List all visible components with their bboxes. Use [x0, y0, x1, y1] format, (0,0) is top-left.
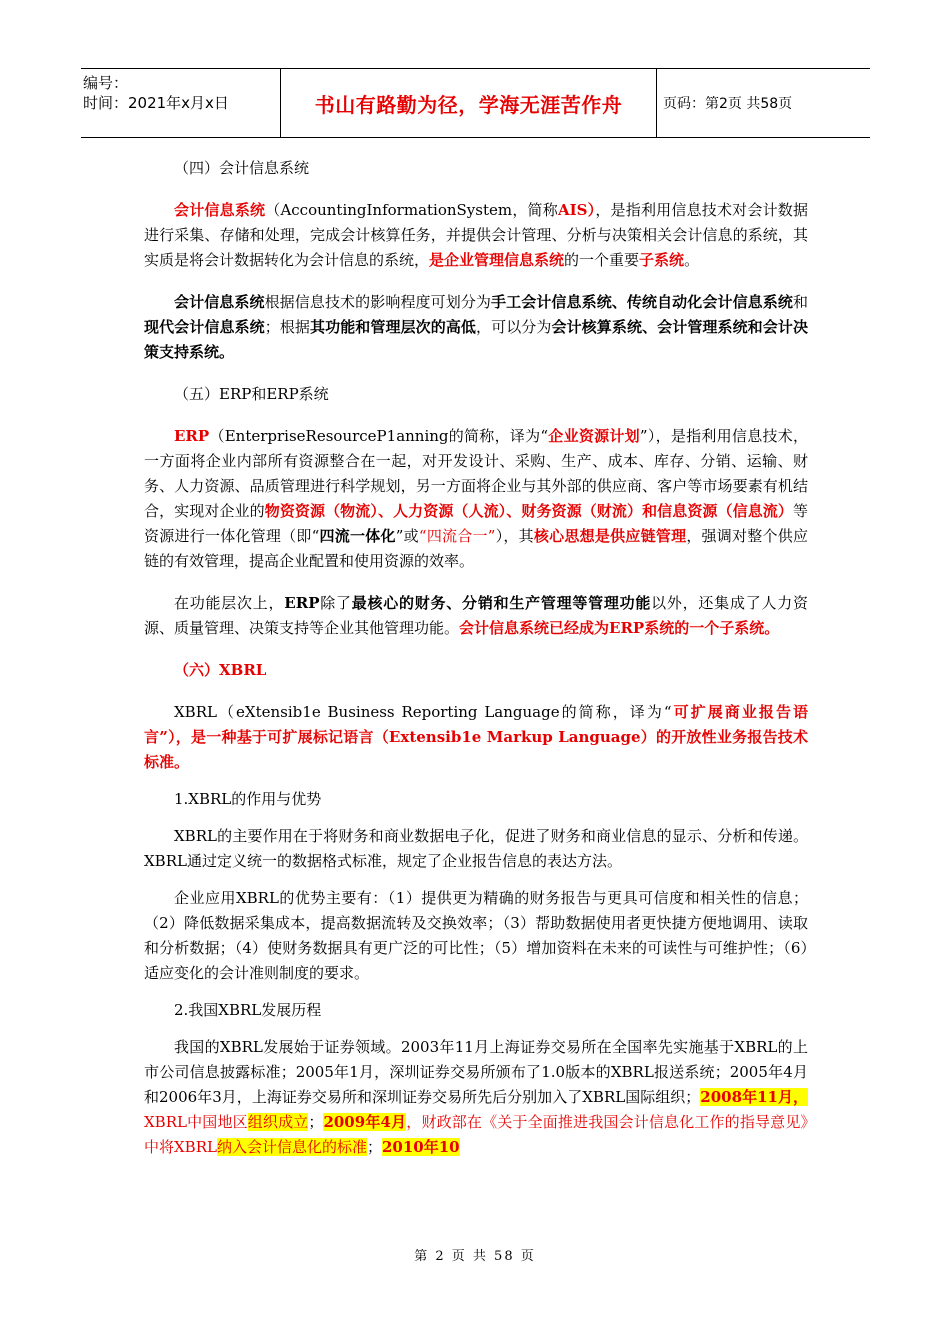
- subsection-heading-xbrl-role: 1.XBRL的作用与优势: [174, 790, 322, 808]
- paragraph-xbrl-history: 我国的XBRL发展始于证券领域。2003年11月上海证券交易所在全国率先实施基于XBRL的上市公司信息披露标准；2005年1月，深圳证券交易所颁布了1.0版本的XBRL报送系统；2005年4月和2006年3月，上海证券交易所和深圳证券交易所先后分别加入了XBRL国际组织；2008年11月，XBRL中国地区组织成立；2009年4月，财政部在《关于全面推进我国会计信息化工作的指导意见》中将XBRL纳入会计信息化的标准；2010年10: [144, 1038, 808, 1156]
- paragraph-erp-definition: ERP（EnterpriseResourceP1anning的简称，译为“企业资源计划”），是指利用信息技术，一方面将企业内部所有资源整合在一起，对开发设计、采购、生产、成本、库存、分销、运输、财务、人力资源、品质管理进行科学规划，另一方面将企业与其外部的供应商、客户等市场要素有机结合，实现对企业的物资资源（物流）、人力资源（人流）、财务资源（财流）和信息资源（信息流）等资源进行一体化管理（即“四流一体化”或“四流合一”），其核心思想是供应链管理，强调对整个供应链的有效管理，提高企业配置和使用资源的效率。: [144, 427, 808, 570]
- paragraph-ais-definition: 会计信息系统（AccountingInformationSystem，简称AIS），是指利用信息技术对会计数据进行采集、存储和处理，完成会计核算任务，并提供会计管理、分析与决策相关会计信息的系统，其实质是将会计数据转化为会计信息的系统，是企业管理信息系统的一个重要子系统。: [144, 201, 808, 269]
- section-heading-4: （四）会计信息系统: [174, 159, 310, 177]
- page-footer: 第 2 页 共 58 页: [414, 1249, 536, 1264]
- section-heading-5: （五）ERP和ERP系统: [174, 385, 329, 403]
- document-number: 编号：: [83, 74, 129, 92]
- header-motto: 书山有路勤为径，学海无涯苦作舟: [281, 69, 657, 137]
- paragraph-xbrl-definition: XBRL（eXtensib1e Business Reporting Language的简称，译为“可扩展商业报告语言”），是一种基于可扩展标记语言（Extensib1e Markup Language）的开放性业务报告技术标准。: [144, 703, 808, 771]
- paragraph-erp-functions: 在功能层次上，ERP除了最核心的财务、分销和生产管理等管理功能以外，还集成了人力资源、质量管理、决策支持等企业其他管理功能。会计信息系统已经成为ERP系统的一个子系统。: [144, 594, 808, 637]
- paragraph-xbrl-advantages: 企业应用XBRL的优势主要有：（1）提供更为精确的财务报告与更具可信度和相关性的信息；（2）降低数据采集成本，提高数据流转及交换效率；（3）帮助数据使用者更快捷方便地调用、读取和分析数据；（4）使财务数据具有更广泛的可比性；（5）增加资料在未来的可读性与可维护性；（6）适应变化的会计准则制度的要求。: [144, 889, 808, 982]
- paragraph-ais-classification: 会计信息系统根据信息技术的影响程度可划分为手工会计信息系统、传统自动化会计信息系统和现代会计信息系统；根据其功能和管理层次的高低，可以分为会计核算系统、会计管理系统和会计决策支持系统。: [144, 293, 808, 361]
- section-heading-6: （六）XBRL: [174, 661, 267, 679]
- header-page-number: 页码：第2页 共58页: [663, 96, 793, 112]
- paragraph-xbrl-role: XBRL的主要作用在于将财务和商业数据电子化，促进了财务和商业信息的显示、分析和传递。XBRL通过定义统一的数据格式标准，规定了企业报告信息的表达方法。: [144, 827, 808, 870]
- document-date: 时间：2021年x月x日: [83, 94, 229, 112]
- document-body: [144, 156, 808, 1160]
- header-meta: [81, 69, 281, 137]
- page-header: [81, 68, 870, 138]
- subsection-heading-xbrl-history: 2.我国XBRL发展历程: [174, 1001, 322, 1019]
